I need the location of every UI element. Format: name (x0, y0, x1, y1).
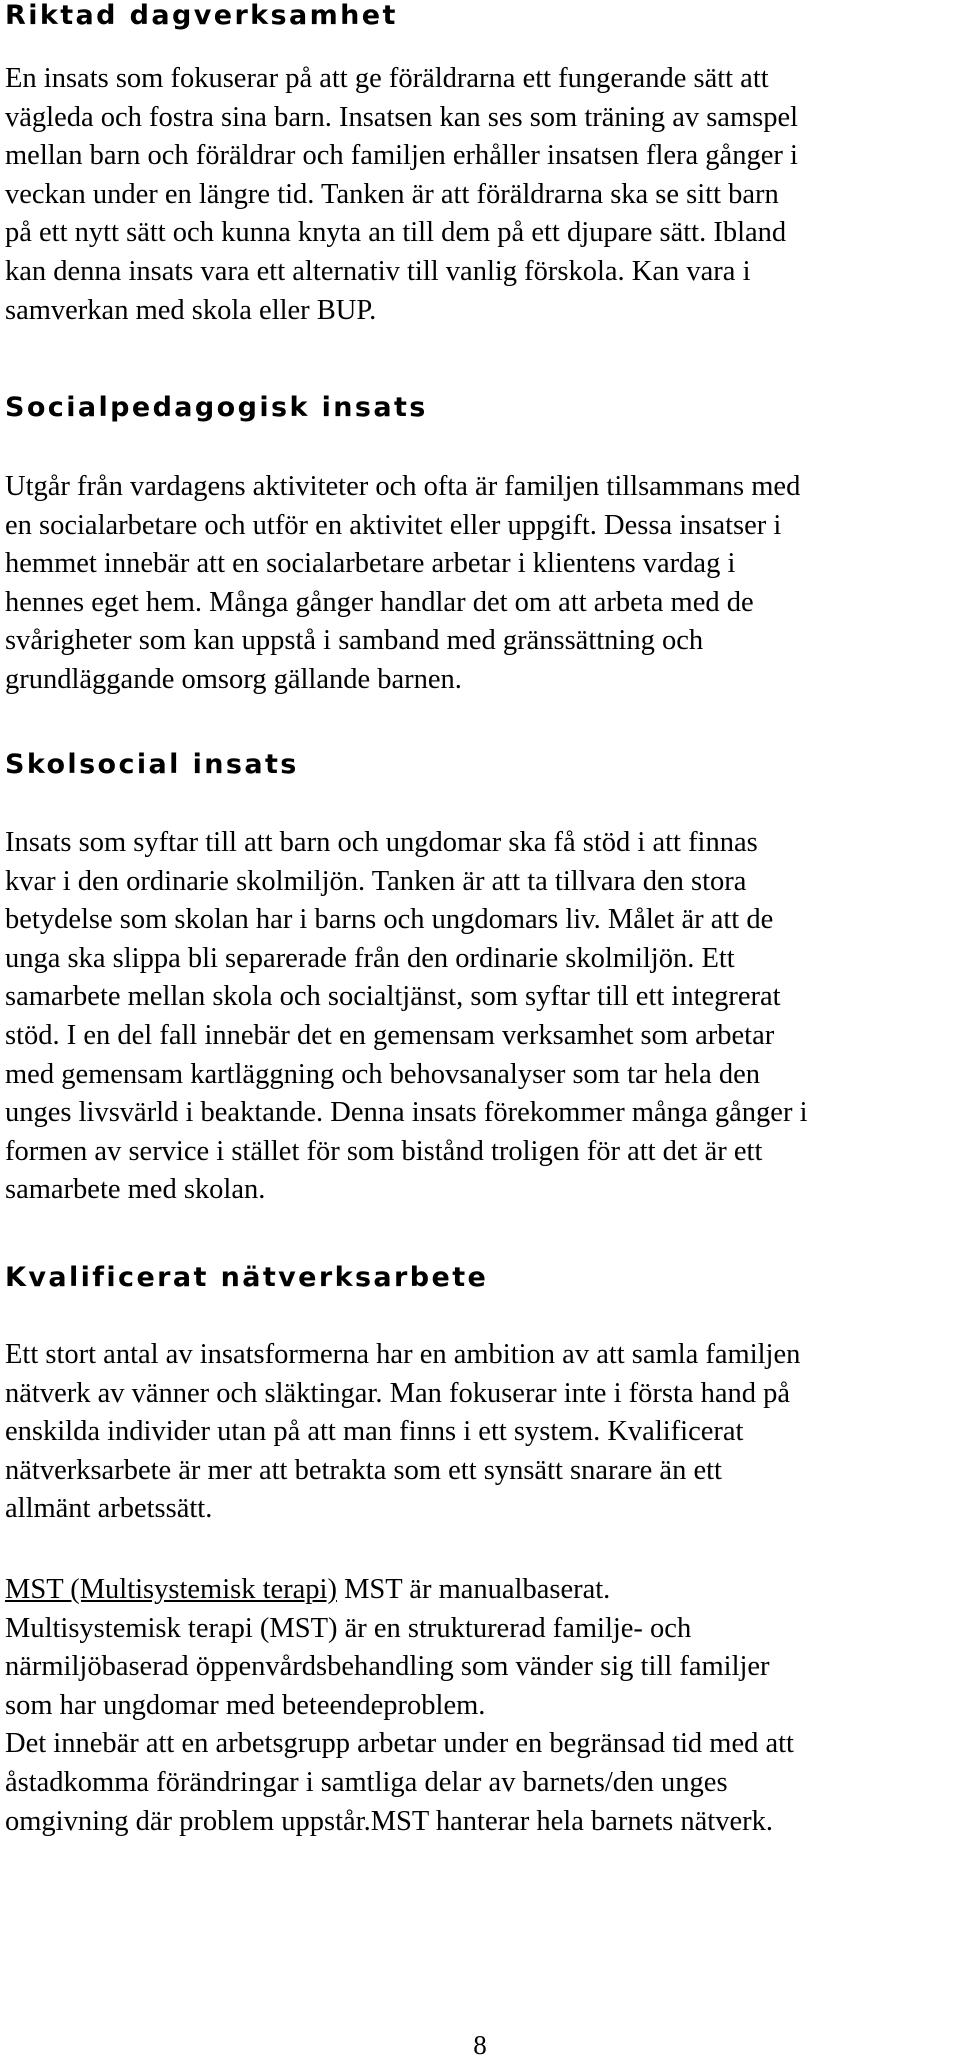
paragraph-kvalificerat-natverksarbete (5, 1336, 955, 1529)
text-line: hemmet innebär att en socialarbetare arbetar i klientens vardag i (5, 548, 736, 580)
heading-socialpedagogisk-insats: Socialpedagogisk insats (5, 392, 428, 423)
text-line: samarbete med skolan. (5, 1174, 266, 1206)
heading-skolsocial-insats: Skolsocial insats (5, 749, 299, 780)
heading-riktad-dagverksamhet: Riktad dagverksamhet (5, 0, 398, 31)
text-line: grundläggande omsorg gällande barnen. (5, 663, 462, 695)
text-line: samarbete mellan skola och socialtjänst, som syftar till ett integrerat (5, 981, 781, 1013)
text-line (5, 1571, 955, 1610)
text-line: En insats som fokuserar på att ge föräldrarna ett fungerande sätt att (5, 63, 769, 94)
text-line: Utgår från vardagens aktiviteter och ofta är familjen tillsammans med (5, 471, 801, 502)
text-line: omgivning där problem uppstår.MST hanterar hela barnets nätverk. (5, 1805, 773, 1837)
text-line: betydelse som skolan har i barns och ungdomars liv. Målet är att de (5, 904, 774, 936)
paragraph-mst (5, 1571, 955, 1841)
text-line: formen av service i stället för som bistånd troligen för att det är ett (5, 1135, 763, 1167)
mst-link[interactable]: MST (Multisystemisk terapi) (5, 1574, 337, 1605)
text-line: med gemensam kartläggning och behovsanalyser som tar hela den (5, 1058, 761, 1090)
text-line: vägleda och fostra sina barn. Insatsen kan ses som träning av samspel (5, 101, 799, 133)
text-line: kan denna insats vara ett alternativ till vanlig förskola. Kan vara i (5, 255, 751, 287)
text-line: unga ska slippa bli separerade från den ordinarie skolmiljön. Ett (5, 942, 735, 974)
text-line: som har ungdomar med beteendeproblem. (5, 1689, 486, 1721)
text-line: Ett stort antal av insatsformerna har en ambition av att samla familjen (5, 1339, 801, 1370)
paragraph-riktad-dagverksamhet (5, 60, 955, 330)
text-line: enskilda individer utan på att man finns i ett system. Kvalificerat (5, 1416, 744, 1448)
text-line: Insats som syftar till att barn och ungdomar ska få stöd i att finnas (5, 827, 758, 858)
text-line: nätverksarbete är mer att betrakta som ett synsätt snarare än ett (5, 1454, 722, 1486)
text-line: unges livsvärld i beaktande. Denna insats förekommer många gånger i (5, 1097, 808, 1129)
text-line: närmiljöbaserad öppenvårdsbehandling som vänder sig till familjer (5, 1651, 770, 1683)
text-line: hennes eget hem. Många gånger handlar det om att arbeta med de (5, 586, 754, 618)
mst-link-suffix: MST är manualbaserat. (336, 1574, 611, 1605)
text-line: svårigheter som kan uppstå i samband med gränssättning och (5, 625, 704, 657)
paragraph-socialpedagogisk-insats (5, 468, 955, 700)
text-line: på ett nytt sätt och kunna knyta an till dem på ett djupare sätt. Ibland (5, 217, 787, 249)
text-line: stöd. I en del fall innebär det en gemensam verksamhet som arbetar (5, 1019, 775, 1051)
text-line: nätverk av vänner och släktingar. Man fokuserar inte i första hand på (5, 1377, 791, 1409)
text-line: samverkan med skola eller BUP. (5, 294, 377, 326)
page-number: 8 (473, 2030, 487, 2060)
text-line: mellan barn och föräldrar och familjen erhåller insatsen flera gånger i (5, 140, 798, 172)
text-line: Det innebär att en arbetsgrupp arbetar under en begränsad tid med att (5, 1728, 794, 1760)
text-line: Multisystemisk terapi (MST) är en strukturerad familje- och (5, 1612, 692, 1644)
text-line: veckan under en längre tid. Tanken är att föräldrarna ska se sitt barn (5, 178, 779, 210)
heading-kvalificerat-natverksarbete: Kvalificerat nätverksarbete (5, 1262, 489, 1293)
paragraph-skolsocial-insats (5, 824, 955, 1210)
text-line: kvar i den ordinarie skolmiljön. Tanken är att ta tillvara den stora (5, 865, 747, 897)
text-line: allmänt arbetssätt. (5, 1493, 213, 1525)
text-line: en socialarbetare och utför en aktivitet eller uppgift. Dessa insatser i (5, 509, 782, 541)
text-line: åstadkomma förändringar i samtliga delar av barnets/den unges (5, 1766, 728, 1798)
